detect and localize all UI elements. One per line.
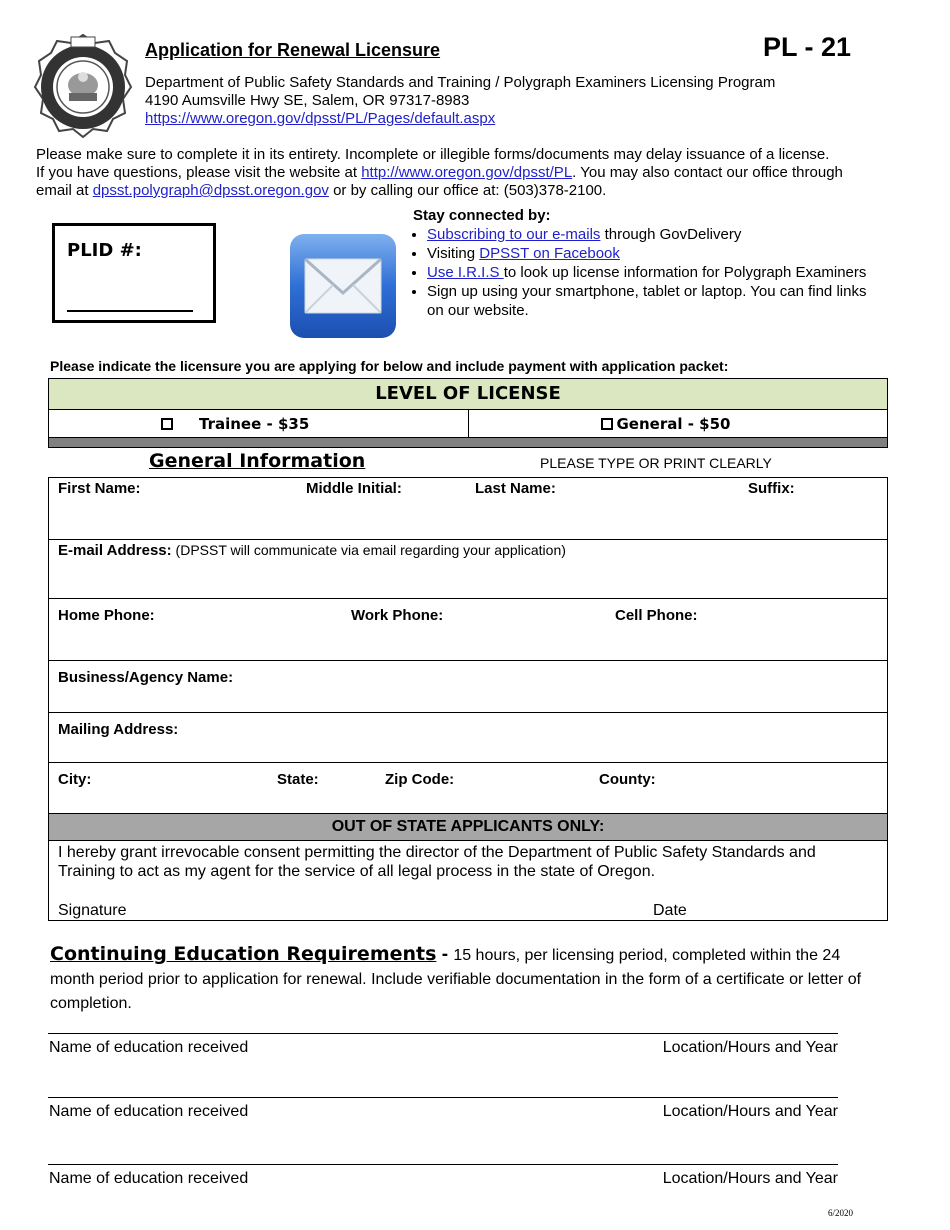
continuing-education-text [50,942,880,1016]
home-phone-label: Home Phone: [58,607,155,624]
out-of-state-body [49,841,887,920]
department-address: 4190 Aumsville Hwy SE, Salem, OR 97317-8983 [145,92,470,109]
list-item [427,263,877,282]
city-label: City: [58,771,92,788]
business-row[interactable] [49,661,887,713]
iris-link[interactable]: Use I.R.I.S [427,264,504,281]
education-name-label: Name of education received [49,1039,249,1056]
plid-box [52,223,216,323]
stay-connected-list [413,225,877,320]
education-location-label: Location/Hours and Year [662,1103,838,1120]
general-label: General - $50 [616,414,731,433]
state-label: State: [277,771,319,788]
email-note: (DPSST will communicate via email regarding your application) [171,542,566,558]
education-entry-line[interactable] [48,1097,838,1098]
education-name-label: Name of education received [49,1103,249,1120]
county-label: County: [599,771,656,788]
intro-line-2-post: . You may also contact our office through [572,164,843,181]
list-item-text: Sign up using your smartphone, tablet or laptop. You can find links on our website. [427,283,867,319]
continuing-education-title: Continuing Education Requirements [50,943,437,965]
email-label-text: E-mail Address: [58,542,172,559]
license-instruction: Please indicate the licensure you are applying for below and include payment with application packet: [50,358,729,374]
divider-bar [49,437,887,447]
business-name-label: Business/Agency Name: [58,669,234,686]
signature-label: Signature [58,902,127,919]
list-item [427,282,877,320]
intro-line-3-pre: email at [36,182,93,199]
intro-line-1: Please make sure to complete it in its entirety. Incomplete or illegible forms/documents may delay issuance of a license. [36,146,830,163]
department-name: Department of Public Safety Standards and Training / Polygraph Examiners Licensing Program [145,74,776,91]
education-name-label: Name of education received [49,1170,249,1187]
continuing-education-body: 15 hours, per licensing period, completed within the 24 month period prior to application for renewal. Include verifiable documentation in the form of a certificate or letter of completion. [50,947,862,1012]
date-label: Date [653,902,687,919]
last-name-label: Last Name: [475,480,556,497]
revision-date: 6/2020 [827,1208,853,1218]
first-name-label: First Name: [58,480,141,497]
stay-connected [413,206,877,320]
trainee-label: Trainee - $35 [199,414,310,433]
education-location-label: Location/Hours and Year [662,1039,838,1056]
out-of-state-section [49,814,887,920]
work-phone-label: Work Phone: [351,607,444,624]
department-info [145,74,775,128]
level-of-license-heading: LEVEL OF LICENSE [49,379,887,410]
general-option[interactable] [468,410,888,437]
form-title: Application for Renewal Licensure [145,40,441,60]
email-label [58,542,566,559]
subscribe-emails-link[interactable]: Subscribing to our e-mails [427,226,601,243]
suffix-label: Suffix: [748,480,795,497]
phone-row[interactable] [49,599,887,661]
consent-text: I hereby grant irrevocable consent permitting the director of the Department of Public Safety Standards and Training to act as my agent for the service of all legal process in the state of Oregon. [58,844,816,880]
list-item-text: Visiting [427,245,480,262]
email-row[interactable] [49,540,887,599]
general-information-table [48,477,888,921]
out-of-state-heading: OUT OF STATE APPLICANTS ONLY: [49,814,887,841]
list-item-text: through GovDelivery [600,226,742,243]
form-number: PL - 21 [763,32,852,62]
name-row[interactable] [49,478,887,540]
mail-envelope-icon [289,233,397,339]
trainee-checkbox[interactable] [161,418,173,430]
stay-connected-heading: Stay connected by: [413,207,551,224]
trainee-option[interactable] [49,410,468,437]
website-link[interactable]: http://www.oregon.gov/dpsst/PL [361,164,573,181]
print-clearly-note: PLEASE TYPE OR PRINT CLEARLY [540,455,772,471]
cell-phone-label: Cell Phone: [615,607,698,624]
intro-text [36,146,916,200]
education-entry-line[interactable] [48,1164,838,1165]
plid-input-line[interactable] [67,310,193,312]
facebook-link[interactable]: DPSST on Facebook [479,245,620,262]
intro-line-2 [36,164,916,182]
education-entry-line[interactable] [48,1033,838,1034]
level-of-license-table [48,378,888,448]
intro-line-3 [36,182,916,200]
intro-line-3-post: or by calling our office at: (503)378-2100. [328,182,607,199]
middle-initial-label: Middle Initial: [306,480,402,497]
city-row[interactable] [49,763,887,814]
intro-line-2-pre: If you have questions, please visit the website at [36,164,362,181]
dpsst-seal-logo [33,33,133,139]
general-information-heading: General Information [149,450,366,472]
general-checkbox[interactable] [601,418,613,430]
zip-label: Zip Code: [385,771,455,788]
list-item [427,244,877,263]
mailing-address-label: Mailing Address: [58,721,179,738]
education-location-label: Location/Hours and Year [662,1170,838,1187]
plid-label: PLID #: [67,240,142,261]
mailing-row[interactable] [49,713,887,763]
list-item [427,225,877,244]
list-item-text: to look up license information for Polygraph Examiners [503,264,867,281]
email-link[interactable]: dpsst.polygraph@dpsst.oregon.gov [92,182,329,199]
program-website-link[interactable]: https://www.oregon.gov/dpsst/PL/Pages/default.aspx [145,110,496,127]
title-dash: - [436,944,454,965]
